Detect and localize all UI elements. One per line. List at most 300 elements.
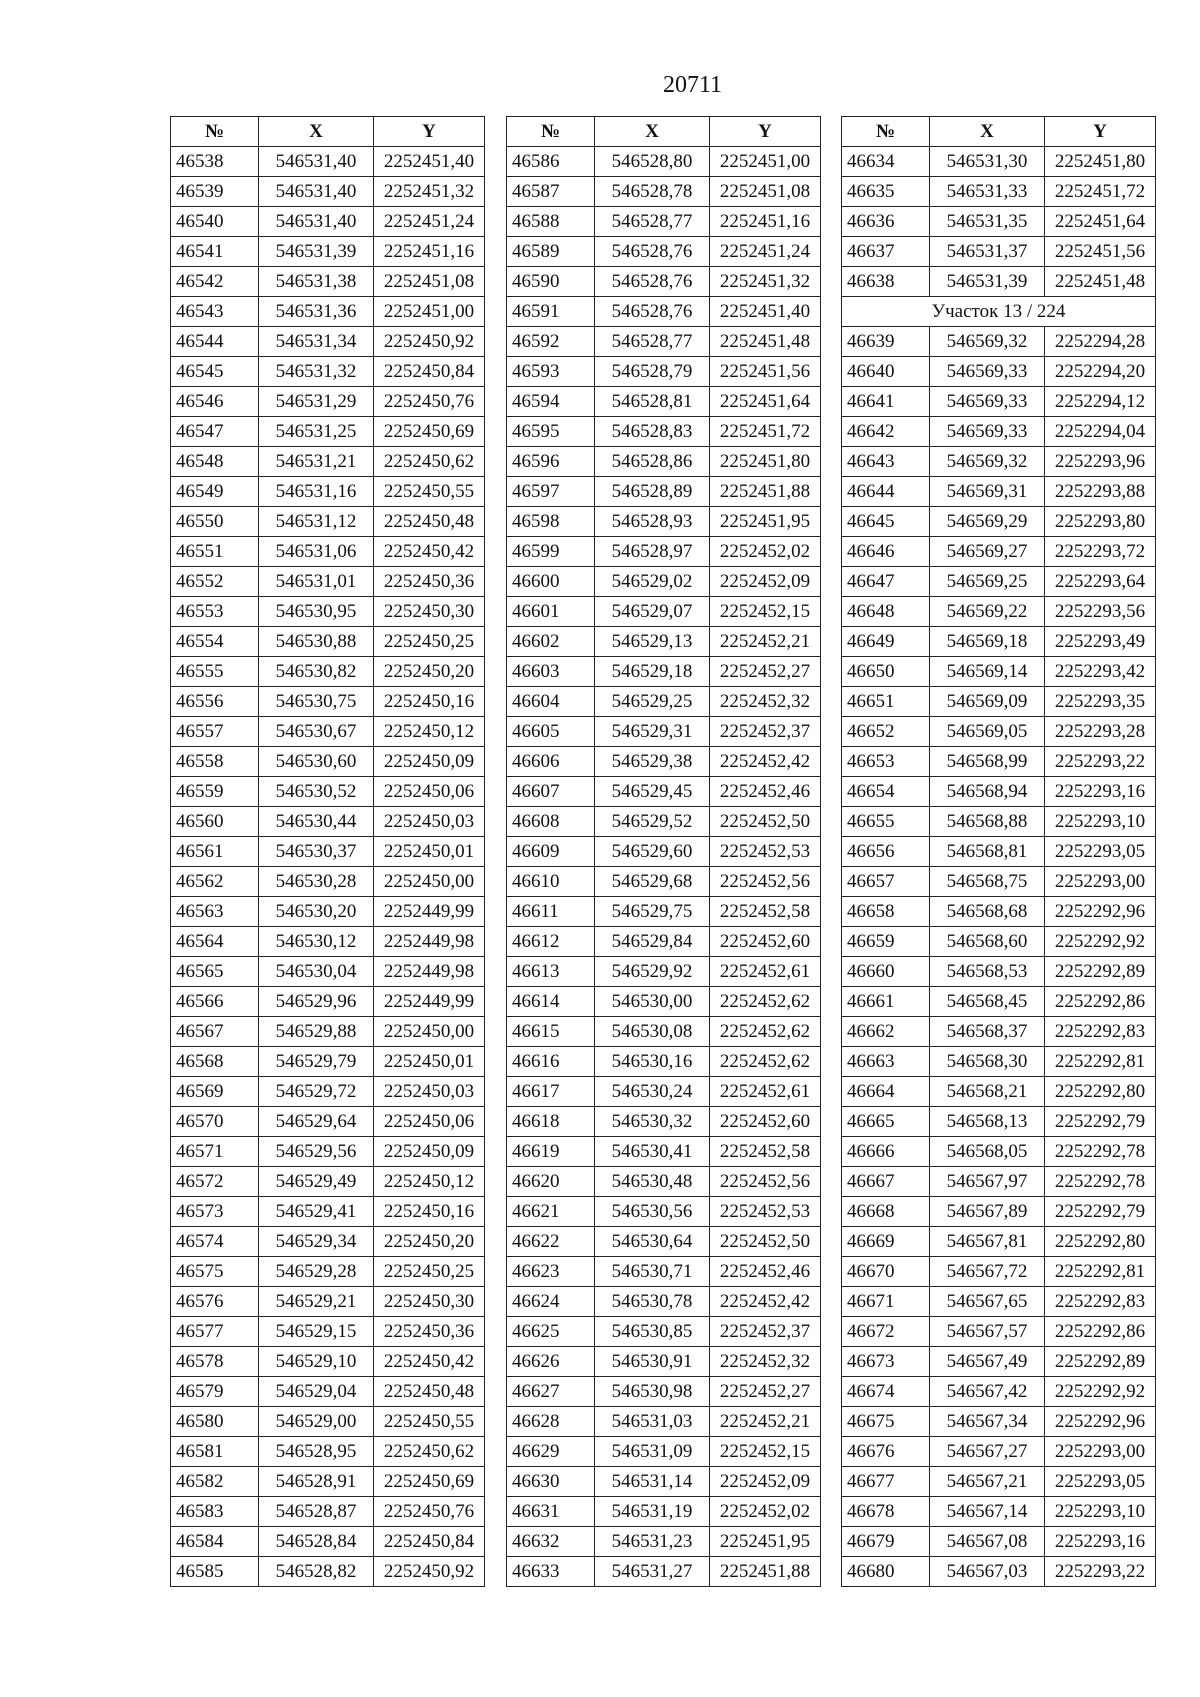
y-coordinate: 2252293,96 [1045, 447, 1156, 477]
section-label: Участок 13 / 224 [842, 297, 1156, 327]
y-coordinate: 2252293,16 [1045, 1527, 1156, 1557]
point-number: 46633 [507, 1557, 595, 1587]
y-coordinate: 2252450,25 [374, 1257, 485, 1287]
point-number: 46640 [842, 357, 930, 387]
header-row [171, 117, 485, 147]
y-coordinate: 2252451,72 [710, 417, 821, 447]
x-coordinate: 546530,44 [259, 807, 374, 837]
table-row [171, 507, 485, 537]
point-number: 46572 [171, 1167, 259, 1197]
header-x: X [595, 117, 710, 147]
x-coordinate: 546530,20 [259, 897, 374, 927]
y-coordinate: 2252450,00 [374, 1017, 485, 1047]
table-row [171, 1497, 485, 1527]
point-number: 46678 [842, 1497, 930, 1527]
table-row [842, 1467, 1156, 1497]
table-row [171, 1257, 485, 1287]
table-row [842, 147, 1156, 177]
y-coordinate: 2252450,16 [374, 687, 485, 717]
x-coordinate: 546569,14 [930, 657, 1045, 687]
table-row [507, 177, 821, 207]
table-row [171, 957, 485, 987]
table-row [842, 747, 1156, 777]
x-coordinate: 546531,35 [930, 207, 1045, 237]
table-row [171, 417, 485, 447]
x-coordinate: 546529,56 [259, 1137, 374, 1167]
table-row [171, 327, 485, 357]
point-number: 46673 [842, 1347, 930, 1377]
x-coordinate: 546529,25 [595, 687, 710, 717]
header-row [507, 117, 821, 147]
point-number: 46630 [507, 1467, 595, 1497]
table-row [171, 1077, 485, 1107]
x-coordinate: 546528,76 [595, 297, 710, 327]
header-x: X [930, 117, 1045, 147]
x-coordinate: 546568,88 [930, 807, 1045, 837]
x-coordinate: 546567,42 [930, 1377, 1045, 1407]
y-coordinate: 2252449,99 [374, 987, 485, 1017]
x-coordinate: 546528,77 [595, 207, 710, 237]
x-coordinate: 546568,45 [930, 987, 1045, 1017]
y-coordinate: 2252451,40 [374, 147, 485, 177]
point-number: 46592 [507, 327, 595, 357]
table-row [171, 837, 485, 867]
y-coordinate: 2252450,16 [374, 1197, 485, 1227]
table-row [507, 1557, 821, 1587]
y-coordinate: 2252452,50 [710, 1227, 821, 1257]
y-coordinate: 2252293,64 [1045, 567, 1156, 597]
point-number: 46650 [842, 657, 930, 687]
point-number: 46550 [171, 507, 259, 537]
x-coordinate: 546567,65 [930, 1287, 1045, 1317]
point-number: 46577 [171, 1317, 259, 1347]
y-coordinate: 2252292,79 [1045, 1197, 1156, 1227]
header-y: Y [710, 117, 821, 147]
x-coordinate: 546567,03 [930, 1557, 1045, 1587]
y-coordinate: 2252450,92 [374, 327, 485, 357]
y-coordinate: 2252292,79 [1045, 1107, 1156, 1137]
table-row [842, 267, 1156, 297]
table-row [842, 597, 1156, 627]
x-coordinate: 546528,86 [595, 447, 710, 477]
point-number: 46557 [171, 717, 259, 747]
point-number: 46613 [507, 957, 595, 987]
table-row [842, 1317, 1156, 1347]
table-row [842, 447, 1156, 477]
x-coordinate: 546529,60 [595, 837, 710, 867]
point-number: 46639 [842, 327, 930, 357]
table-row [842, 507, 1156, 537]
point-number: 46641 [842, 387, 930, 417]
table-row [842, 1257, 1156, 1287]
y-coordinate: 2252452,09 [710, 567, 821, 597]
y-coordinate: 2252451,00 [710, 147, 821, 177]
y-coordinate: 2252450,12 [374, 717, 485, 747]
header-number: № [842, 117, 930, 147]
table-row [842, 1137, 1156, 1167]
y-coordinate: 2252451,32 [710, 267, 821, 297]
table-row [842, 1197, 1156, 1227]
y-coordinate: 2252292,96 [1045, 897, 1156, 927]
x-coordinate: 546529,45 [595, 777, 710, 807]
table-row [842, 477, 1156, 507]
table-row [842, 1497, 1156, 1527]
table-row [842, 627, 1156, 657]
x-coordinate: 546531,06 [259, 537, 374, 567]
y-coordinate: 2252292,92 [1045, 1377, 1156, 1407]
point-number: 46595 [507, 417, 595, 447]
table-row [171, 1437, 485, 1467]
point-number: 46547 [171, 417, 259, 447]
point-number: 46593 [507, 357, 595, 387]
point-number: 46586 [507, 147, 595, 177]
y-coordinate: 2252450,69 [374, 417, 485, 447]
table-row [171, 1527, 485, 1557]
y-coordinate: 2252292,92 [1045, 927, 1156, 957]
table-row [842, 1227, 1156, 1257]
point-number: 46615 [507, 1017, 595, 1047]
x-coordinate: 546529,52 [595, 807, 710, 837]
x-coordinate: 546528,81 [595, 387, 710, 417]
table-row [507, 207, 821, 237]
point-number: 46602 [507, 627, 595, 657]
point-number: 46553 [171, 597, 259, 627]
point-number: 46671 [842, 1287, 930, 1317]
point-number: 46624 [507, 1287, 595, 1317]
point-number: 46646 [842, 537, 930, 567]
point-number: 46647 [842, 567, 930, 597]
y-coordinate: 2252293,22 [1045, 747, 1156, 777]
table-row [507, 1437, 821, 1467]
y-coordinate: 2252451,32 [374, 177, 485, 207]
y-coordinate: 2252450,06 [374, 777, 485, 807]
x-coordinate: 546569,05 [930, 717, 1045, 747]
table-row [507, 1197, 821, 1227]
x-coordinate: 546569,32 [930, 327, 1045, 357]
y-coordinate: 2252452,32 [710, 687, 821, 717]
point-number: 46658 [842, 897, 930, 927]
point-number: 46628 [507, 1407, 595, 1437]
point-number: 46580 [171, 1407, 259, 1437]
y-coordinate: 2252452,37 [710, 1317, 821, 1347]
x-coordinate: 546567,34 [930, 1407, 1045, 1437]
point-number: 46668 [842, 1197, 930, 1227]
table-row [507, 267, 821, 297]
table-row [171, 987, 485, 1017]
y-coordinate: 2252452,50 [710, 807, 821, 837]
y-coordinate: 2252451,80 [710, 447, 821, 477]
y-coordinate: 2252449,99 [374, 897, 485, 927]
x-coordinate: 546530,37 [259, 837, 374, 867]
point-number: 46571 [171, 1137, 259, 1167]
point-number: 46563 [171, 897, 259, 927]
table-row [171, 627, 485, 657]
x-coordinate: 546531,39 [930, 267, 1045, 297]
point-number: 46560 [171, 807, 259, 837]
point-number: 46569 [171, 1077, 259, 1107]
table-row [171, 237, 485, 267]
y-coordinate: 2252450,84 [374, 1527, 485, 1557]
header-number: № [171, 117, 259, 147]
y-coordinate: 2252452,27 [710, 1377, 821, 1407]
x-coordinate: 546528,83 [595, 417, 710, 447]
table-row [507, 297, 821, 327]
point-number: 46579 [171, 1377, 259, 1407]
point-number: 46596 [507, 447, 595, 477]
y-coordinate: 2252452,46 [710, 1257, 821, 1287]
table-row [842, 1107, 1156, 1137]
y-coordinate: 2252450,76 [374, 1497, 485, 1527]
table-row [842, 1047, 1156, 1077]
table-row [507, 147, 821, 177]
point-number: 46662 [842, 1017, 930, 1047]
table-row [171, 747, 485, 777]
point-number: 46609 [507, 837, 595, 867]
y-coordinate: 2252292,96 [1045, 1407, 1156, 1437]
table-row [507, 1527, 821, 1557]
table-row [171, 657, 485, 687]
y-coordinate: 2252452,60 [710, 1107, 821, 1137]
section-row [842, 297, 1156, 327]
x-coordinate: 546568,37 [930, 1017, 1045, 1047]
table-row [842, 837, 1156, 867]
x-coordinate: 546530,24 [595, 1077, 710, 1107]
point-number: 46629 [507, 1437, 595, 1467]
point-number: 46675 [842, 1407, 930, 1437]
x-coordinate: 546529,72 [259, 1077, 374, 1107]
point-number: 46636 [842, 207, 930, 237]
y-coordinate: 2252293,00 [1045, 1437, 1156, 1467]
point-number: 46669 [842, 1227, 930, 1257]
point-number: 46540 [171, 207, 259, 237]
x-coordinate: 546530,52 [259, 777, 374, 807]
point-number: 46605 [507, 717, 595, 747]
x-coordinate: 546568,53 [930, 957, 1045, 987]
table-row [842, 1377, 1156, 1407]
table-row [507, 627, 821, 657]
y-coordinate: 2252452,27 [710, 657, 821, 687]
table-row [507, 477, 821, 507]
point-number: 46552 [171, 567, 259, 597]
x-coordinate: 546567,72 [930, 1257, 1045, 1287]
table-row [171, 177, 485, 207]
point-number: 46622 [507, 1227, 595, 1257]
x-coordinate: 546530,56 [595, 1197, 710, 1227]
x-coordinate: 546530,48 [595, 1167, 710, 1197]
x-coordinate: 546530,85 [595, 1317, 710, 1347]
y-coordinate: 2252451,08 [374, 267, 485, 297]
y-coordinate: 2252293,88 [1045, 477, 1156, 507]
y-coordinate: 2252450,69 [374, 1467, 485, 1497]
x-coordinate: 546529,04 [259, 1377, 374, 1407]
table-row [507, 1227, 821, 1257]
point-number: 46610 [507, 867, 595, 897]
y-coordinate: 2252452,42 [710, 1287, 821, 1317]
table-row [842, 1017, 1156, 1047]
table-row [171, 807, 485, 837]
header-x: X [259, 117, 374, 147]
point-number: 46574 [171, 1227, 259, 1257]
y-coordinate: 2252293,28 [1045, 717, 1156, 747]
y-coordinate: 2252293,72 [1045, 537, 1156, 567]
point-number: 46545 [171, 357, 259, 387]
y-coordinate: 2252451,80 [1045, 147, 1156, 177]
x-coordinate: 546528,93 [595, 507, 710, 537]
point-number: 46631 [507, 1497, 595, 1527]
x-coordinate: 546530,67 [259, 717, 374, 747]
x-coordinate: 546530,82 [259, 657, 374, 687]
y-coordinate: 2252450,36 [374, 567, 485, 597]
y-coordinate: 2252293,05 [1045, 1467, 1156, 1497]
table-row [171, 1107, 485, 1137]
x-coordinate: 546568,94 [930, 777, 1045, 807]
x-coordinate: 546529,64 [259, 1107, 374, 1137]
table-row [171, 1347, 485, 1377]
point-number: 46551 [171, 537, 259, 567]
table-row [507, 1167, 821, 1197]
y-coordinate: 2252449,98 [374, 927, 485, 957]
x-coordinate: 546530,71 [595, 1257, 710, 1287]
table-row [842, 1557, 1156, 1587]
y-coordinate: 2252450,20 [374, 657, 485, 687]
point-number: 46634 [842, 147, 930, 177]
x-coordinate: 546529,49 [259, 1167, 374, 1197]
point-number: 46587 [507, 177, 595, 207]
point-number: 46576 [171, 1287, 259, 1317]
x-coordinate: 546530,88 [259, 627, 374, 657]
x-coordinate: 546568,21 [930, 1077, 1045, 1107]
table-row [842, 1527, 1156, 1557]
table-row [507, 807, 821, 837]
table-row [171, 207, 485, 237]
point-number: 46603 [507, 657, 595, 687]
x-coordinate: 546529,28 [259, 1257, 374, 1287]
y-coordinate: 2252450,03 [374, 807, 485, 837]
x-coordinate: 546531,23 [595, 1527, 710, 1557]
table-row [507, 1077, 821, 1107]
table-row [171, 1317, 485, 1347]
point-number: 46591 [507, 297, 595, 327]
y-coordinate: 2252450,20 [374, 1227, 485, 1257]
point-number: 46608 [507, 807, 595, 837]
point-number: 46660 [842, 957, 930, 987]
point-number: 46538 [171, 147, 259, 177]
x-coordinate: 546531,27 [595, 1557, 710, 1587]
point-number: 46544 [171, 327, 259, 357]
table-row [842, 987, 1156, 1017]
y-coordinate: 2252292,83 [1045, 1017, 1156, 1047]
table-row [507, 507, 821, 537]
x-coordinate: 546567,81 [930, 1227, 1045, 1257]
point-number: 46548 [171, 447, 259, 477]
table-row [171, 1137, 485, 1167]
y-coordinate: 2252451,95 [710, 507, 821, 537]
point-number: 46651 [842, 687, 930, 717]
y-coordinate: 2252292,89 [1045, 957, 1156, 987]
point-number: 46620 [507, 1167, 595, 1197]
y-coordinate: 2252294,12 [1045, 387, 1156, 417]
point-number: 46680 [842, 1557, 930, 1587]
x-coordinate: 546569,33 [930, 417, 1045, 447]
table-row [507, 927, 821, 957]
x-coordinate: 546531,19 [595, 1497, 710, 1527]
y-coordinate: 2252292,81 [1045, 1257, 1156, 1287]
x-coordinate: 546531,39 [259, 237, 374, 267]
table-row [507, 1107, 821, 1137]
x-coordinate: 546531,40 [259, 207, 374, 237]
y-coordinate: 2252451,40 [710, 297, 821, 327]
point-number: 46659 [842, 927, 930, 957]
x-coordinate: 546530,41 [595, 1137, 710, 1167]
table-row [507, 777, 821, 807]
point-number: 46554 [171, 627, 259, 657]
header-row [842, 117, 1156, 147]
table-row [507, 1047, 821, 1077]
x-coordinate: 546528,80 [595, 147, 710, 177]
y-coordinate: 2252450,03 [374, 1077, 485, 1107]
x-coordinate: 546529,68 [595, 867, 710, 897]
table-row [171, 1167, 485, 1197]
x-coordinate: 546531,09 [595, 1437, 710, 1467]
point-number: 46619 [507, 1137, 595, 1167]
point-number: 46632 [507, 1527, 595, 1557]
y-coordinate: 2252450,55 [374, 477, 485, 507]
point-number: 46607 [507, 777, 595, 807]
table-row [507, 987, 821, 1017]
y-coordinate: 2252451,24 [710, 237, 821, 267]
table-row [507, 447, 821, 477]
y-coordinate: 2252450,42 [374, 1347, 485, 1377]
y-coordinate: 2252293,22 [1045, 1557, 1156, 1587]
y-coordinate: 2252451,95 [710, 1527, 821, 1557]
table-row [842, 867, 1156, 897]
x-coordinate: 546569,22 [930, 597, 1045, 627]
table-row [842, 1077, 1156, 1107]
table-row [507, 1407, 821, 1437]
table-row [171, 1227, 485, 1257]
y-coordinate: 2252450,42 [374, 537, 485, 567]
table-row [507, 957, 821, 987]
x-coordinate: 546531,29 [259, 387, 374, 417]
point-number: 46555 [171, 657, 259, 687]
x-coordinate: 546529,41 [259, 1197, 374, 1227]
y-coordinate: 2252452,53 [710, 837, 821, 867]
point-number: 46588 [507, 207, 595, 237]
table-row [842, 177, 1156, 207]
x-coordinate: 546569,32 [930, 447, 1045, 477]
point-number: 46542 [171, 267, 259, 297]
table-row [842, 1407, 1156, 1437]
table-row [842, 1347, 1156, 1377]
table-row [171, 777, 485, 807]
y-coordinate: 2252294,04 [1045, 417, 1156, 447]
table-row [842, 897, 1156, 927]
point-number: 46638 [842, 267, 930, 297]
y-coordinate: 2252450,01 [374, 1047, 485, 1077]
y-coordinate: 2252293,49 [1045, 627, 1156, 657]
y-coordinate: 2252293,42 [1045, 657, 1156, 687]
point-number: 46614 [507, 987, 595, 1017]
point-number: 46652 [842, 717, 930, 747]
x-coordinate: 546530,60 [259, 747, 374, 777]
x-coordinate: 546531,03 [595, 1407, 710, 1437]
x-coordinate: 546528,89 [595, 477, 710, 507]
point-number: 46600 [507, 567, 595, 597]
table-row [842, 777, 1156, 807]
y-coordinate: 2252292,83 [1045, 1287, 1156, 1317]
x-coordinate: 546531,36 [259, 297, 374, 327]
point-number: 46642 [842, 417, 930, 447]
